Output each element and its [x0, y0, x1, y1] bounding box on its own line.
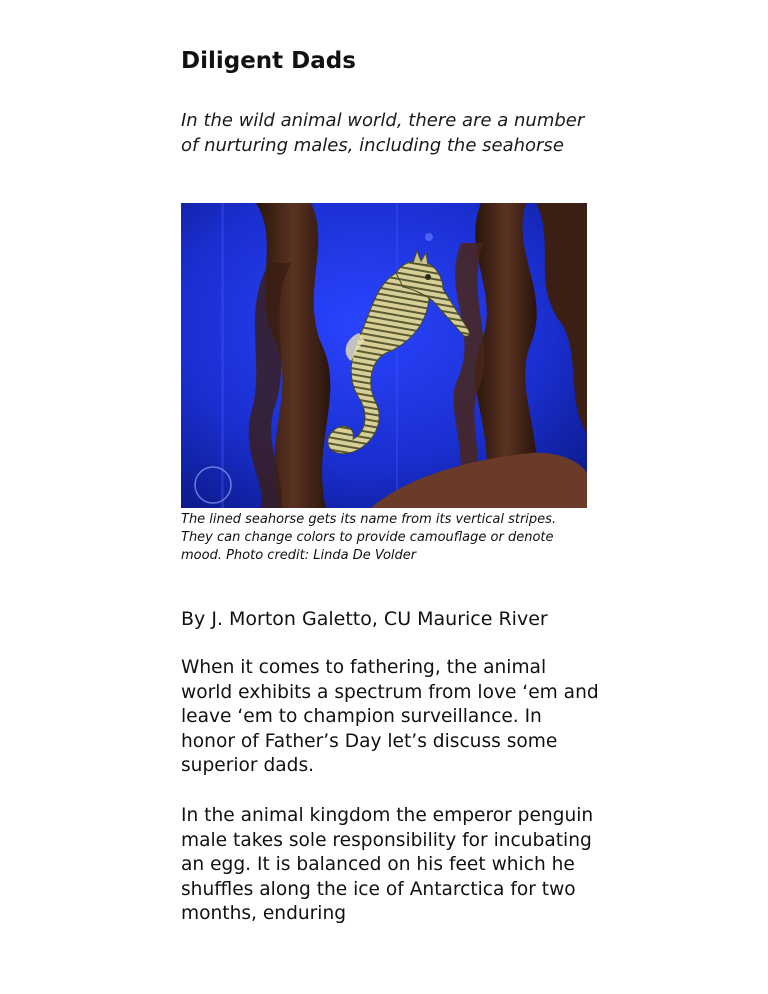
article-title: Diligent Dads [181, 48, 356, 74]
paragraph: In the animal kingdom the emperor penguin male takes sole responsibility for incubating an egg. It is balanced on his feet which he shuffles along the ice of Antarctica for two months, enduring [181, 805, 594, 925]
seahorse-illustration [181, 203, 587, 508]
seahorse-photo [181, 203, 587, 508]
paragraph: When it comes to fathering, the animal world exhibits a spectrum from love ‘em and leave ‘em to champion surveillance. In honor of Father’s Day let’s discuss some superior dads. [181, 657, 599, 777]
article-subtitle: In the wild animal world, there are a number of nurturing males, including the seahorse [181, 110, 585, 156]
photo-caption: The lined seahorse gets its name from its vertical stripes. They can change colors to provide camouflage or denote mood. Photo credit: Linda De Volder [181, 512, 557, 563]
byline: By J. Morton Galetto, CU Maurice River [181, 608, 548, 630]
